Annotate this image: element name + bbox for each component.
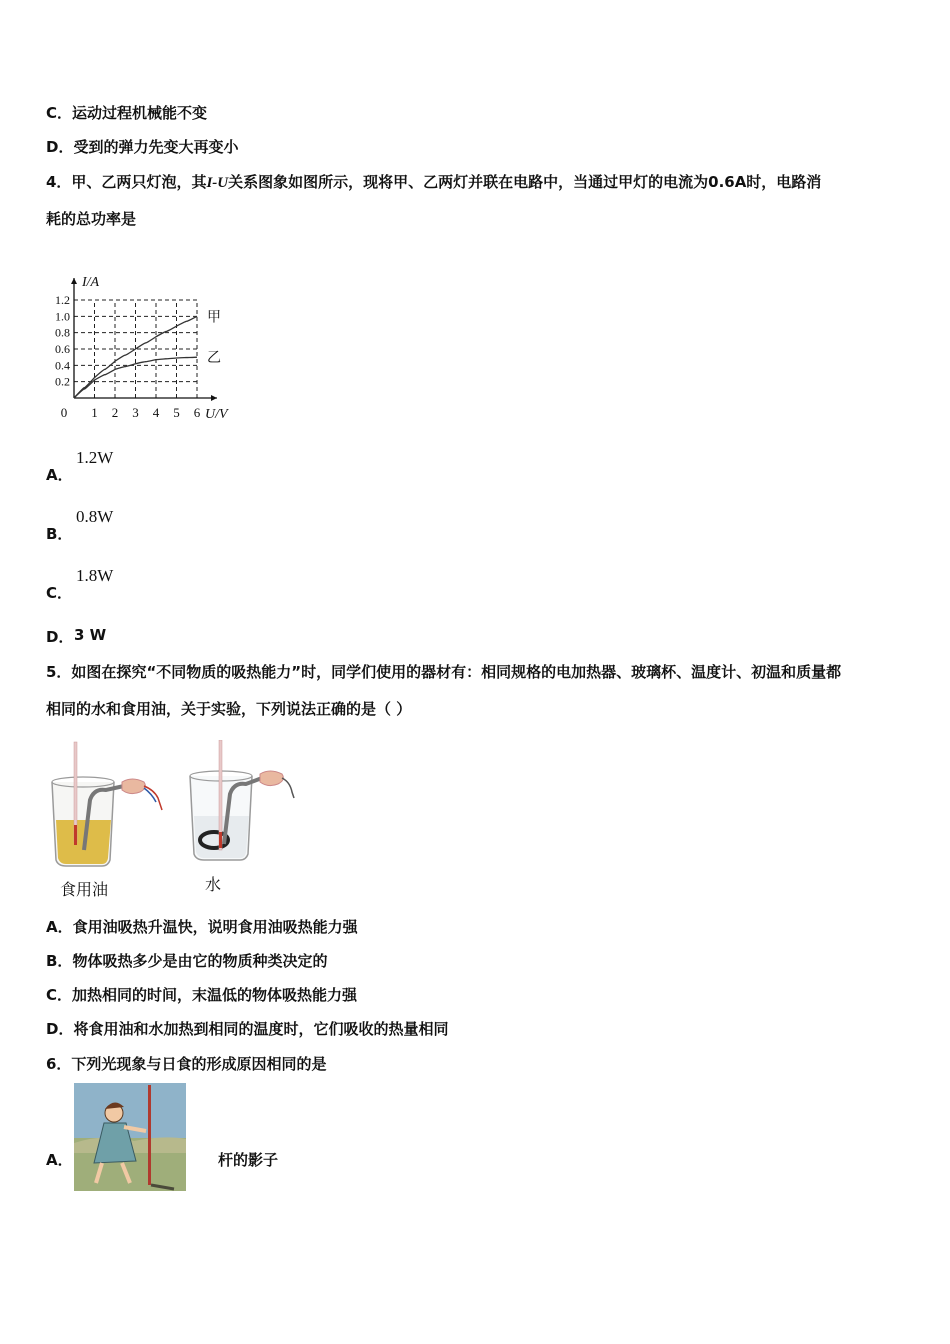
y-tick-label: 1.2 bbox=[55, 293, 70, 307]
water-beaker bbox=[190, 740, 294, 860]
chart-axes bbox=[71, 278, 217, 401]
q4-stem-line-1 bbox=[46, 171, 821, 192]
q5-option-letter: C． bbox=[46, 986, 73, 1004]
y-tick-label: 0.4 bbox=[55, 358, 70, 373]
q5-option bbox=[46, 1018, 448, 1039]
oil-beaker bbox=[52, 742, 162, 866]
q3-option-c: C．运动过程机械能不变 bbox=[46, 104, 208, 122]
q6-option-a-text: 杆的影子 bbox=[218, 1151, 279, 1169]
q4-option-letter: D． bbox=[46, 628, 74, 646]
q5-option-letter: A． bbox=[46, 918, 73, 936]
q5-stem-line-1: 5．如图在探究“不同物质的吸热能力”时，同学们使用的器材有：相同规格的电加热器、玻璃杯、温度计、初温和质量都 bbox=[46, 663, 842, 681]
y-axis-label: I/A bbox=[82, 275, 100, 290]
q5-option-text: 将食用油和水加热到相同的温度时，它们吸收的热量相同 bbox=[73, 1020, 449, 1038]
x-tick-label: 6 bbox=[193, 405, 201, 420]
q5-stem-line-2: 相同的水和食用油，关于实验，下列说法正确的是（ ） bbox=[46, 700, 412, 718]
q5-option-text: 加热相同的时间，末温低的物体吸热能力强 bbox=[72, 986, 358, 1004]
x-tick-label: 0 bbox=[60, 405, 68, 420]
series-name-label: 乙 bbox=[207, 351, 221, 367]
y-tick-label: 1.0 bbox=[55, 309, 70, 324]
x-axis-arrow bbox=[211, 395, 217, 401]
x-tick-label: 5 bbox=[173, 405, 180, 420]
q4-stem-prefix: 4．甲、乙两只灯泡，其 bbox=[46, 173, 207, 191]
x-tick-label: 2 bbox=[111, 405, 119, 420]
chart-series bbox=[74, 316, 197, 398]
q4-option-value: 0.8W bbox=[76, 507, 114, 526]
series-line bbox=[74, 357, 197, 398]
q5-option-text: 食用油吸热升温快，说明食用油吸热能力强 bbox=[72, 918, 358, 936]
q6-stem: 6．下列光现象与日食的形成原因相同的是 bbox=[46, 1055, 327, 1073]
q4-option-value: 1.2W bbox=[76, 448, 114, 467]
q5-option bbox=[46, 916, 358, 937]
y-tick-label: 0.6 bbox=[55, 342, 70, 356]
q5-option-letter: D． bbox=[46, 1020, 74, 1038]
q4-stem-line-2: 耗的总功率是 bbox=[46, 210, 137, 228]
iu-chart bbox=[40, 248, 250, 433]
q4-option-letter: A． bbox=[46, 466, 73, 484]
x-tick-label: 4 bbox=[152, 405, 160, 420]
beakers-figure bbox=[44, 740, 304, 875]
y-tick-label: 0.2 bbox=[55, 374, 70, 389]
q4-option-value: 3 W bbox=[74, 626, 107, 644]
series-name-label: 甲 bbox=[207, 310, 221, 326]
q4-option-value: 1.8W bbox=[76, 566, 114, 585]
q4-option-letter: B． bbox=[46, 525, 73, 543]
q6-option-a-letter: A． bbox=[46, 1151, 73, 1169]
q5-option bbox=[46, 950, 327, 971]
y-axis-arrow bbox=[71, 278, 77, 284]
y-tick-label: 0.8 bbox=[55, 325, 70, 340]
series-line bbox=[74, 316, 197, 398]
q5-option bbox=[46, 984, 357, 1005]
water-caption: 水 bbox=[205, 875, 222, 894]
x-axis-label: U/V bbox=[205, 407, 228, 422]
q4-option-letter: C． bbox=[46, 584, 73, 602]
x-tick-label: 1 bbox=[91, 405, 98, 420]
x-tick-label: 3 bbox=[132, 405, 139, 420]
q5-option-text: 物体吸热多少是由它的物质种类决定的 bbox=[72, 952, 328, 970]
q4-stem-variable: I-U bbox=[206, 175, 229, 191]
q5-option-letter: B． bbox=[46, 952, 73, 970]
oil-caption: 食用油 bbox=[60, 880, 109, 899]
q3-option-d: D．受到的弹力先变大再变小 bbox=[46, 138, 239, 156]
q4-stem-suffix: 关系图象如图所示，现将甲、乙两灯并联在电路中，当通过甲灯的电流为0.6A时，电路消 bbox=[228, 173, 822, 191]
pole-shadow-illustration bbox=[74, 1083, 186, 1191]
